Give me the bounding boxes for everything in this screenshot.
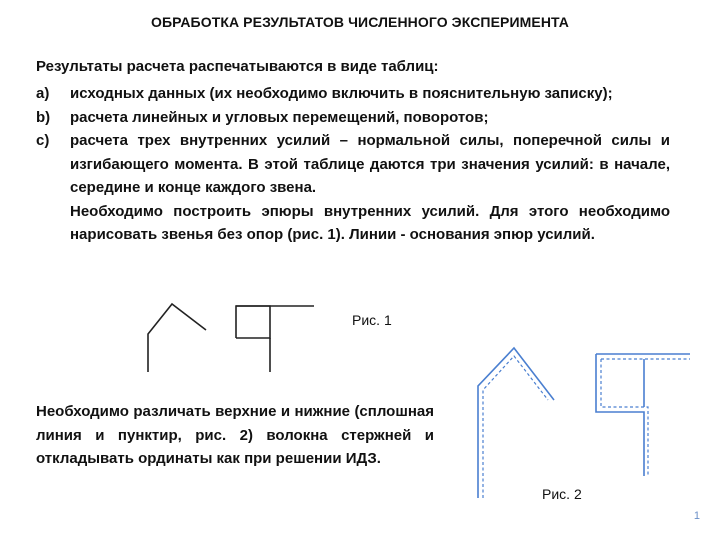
continuation-text: Необходимо построить эпюры внутренних усилий. Для этого необходимо нарисовать звенья без опор (рис. 1). Линии - основания эпюр усилий. — [70, 202, 670, 243]
figure-1-caption: Рис. 1 — [352, 312, 392, 328]
fig2-portal-frame — [596, 354, 690, 476]
list-text: расчета линейных и угловых перемещений, поворотов; — [70, 108, 489, 126]
intro-text: Результаты расчета распечатываются в виде таблиц: — [36, 58, 439, 75]
list-text: исходных данных (их необходимо включить в пояснительную записку); — [70, 85, 613, 102]
list-marker: b) — [36, 108, 51, 126]
figure-2-caption: Рис. 2 — [542, 486, 582, 502]
list-marker: a) — [36, 85, 50, 102]
fig2-gable-frame — [478, 348, 554, 498]
page-number: 1 — [693, 510, 700, 522]
page-title: ОБРАБОТКА РЕЗУЛЬТАТОВ ЧИСЛЕННОГО ЭКСПЕРИМЕНТА — [150, 14, 570, 30]
list-marker: c) — [36, 132, 50, 149]
list-text: расчета трех внутренних усилий – нормальной силы, поперечной силы и изгибающего момента. В этой таблице даются три значения усилий: в начале, середине и конце каждого звена. — [70, 132, 670, 196]
fibers-paragraph: Необходимо различать верхние и нижние (сплошная линия и пунктир, рис. 2) волокна стержней и откладывать ординаты как при решении ИДЗ. — [36, 403, 434, 467]
